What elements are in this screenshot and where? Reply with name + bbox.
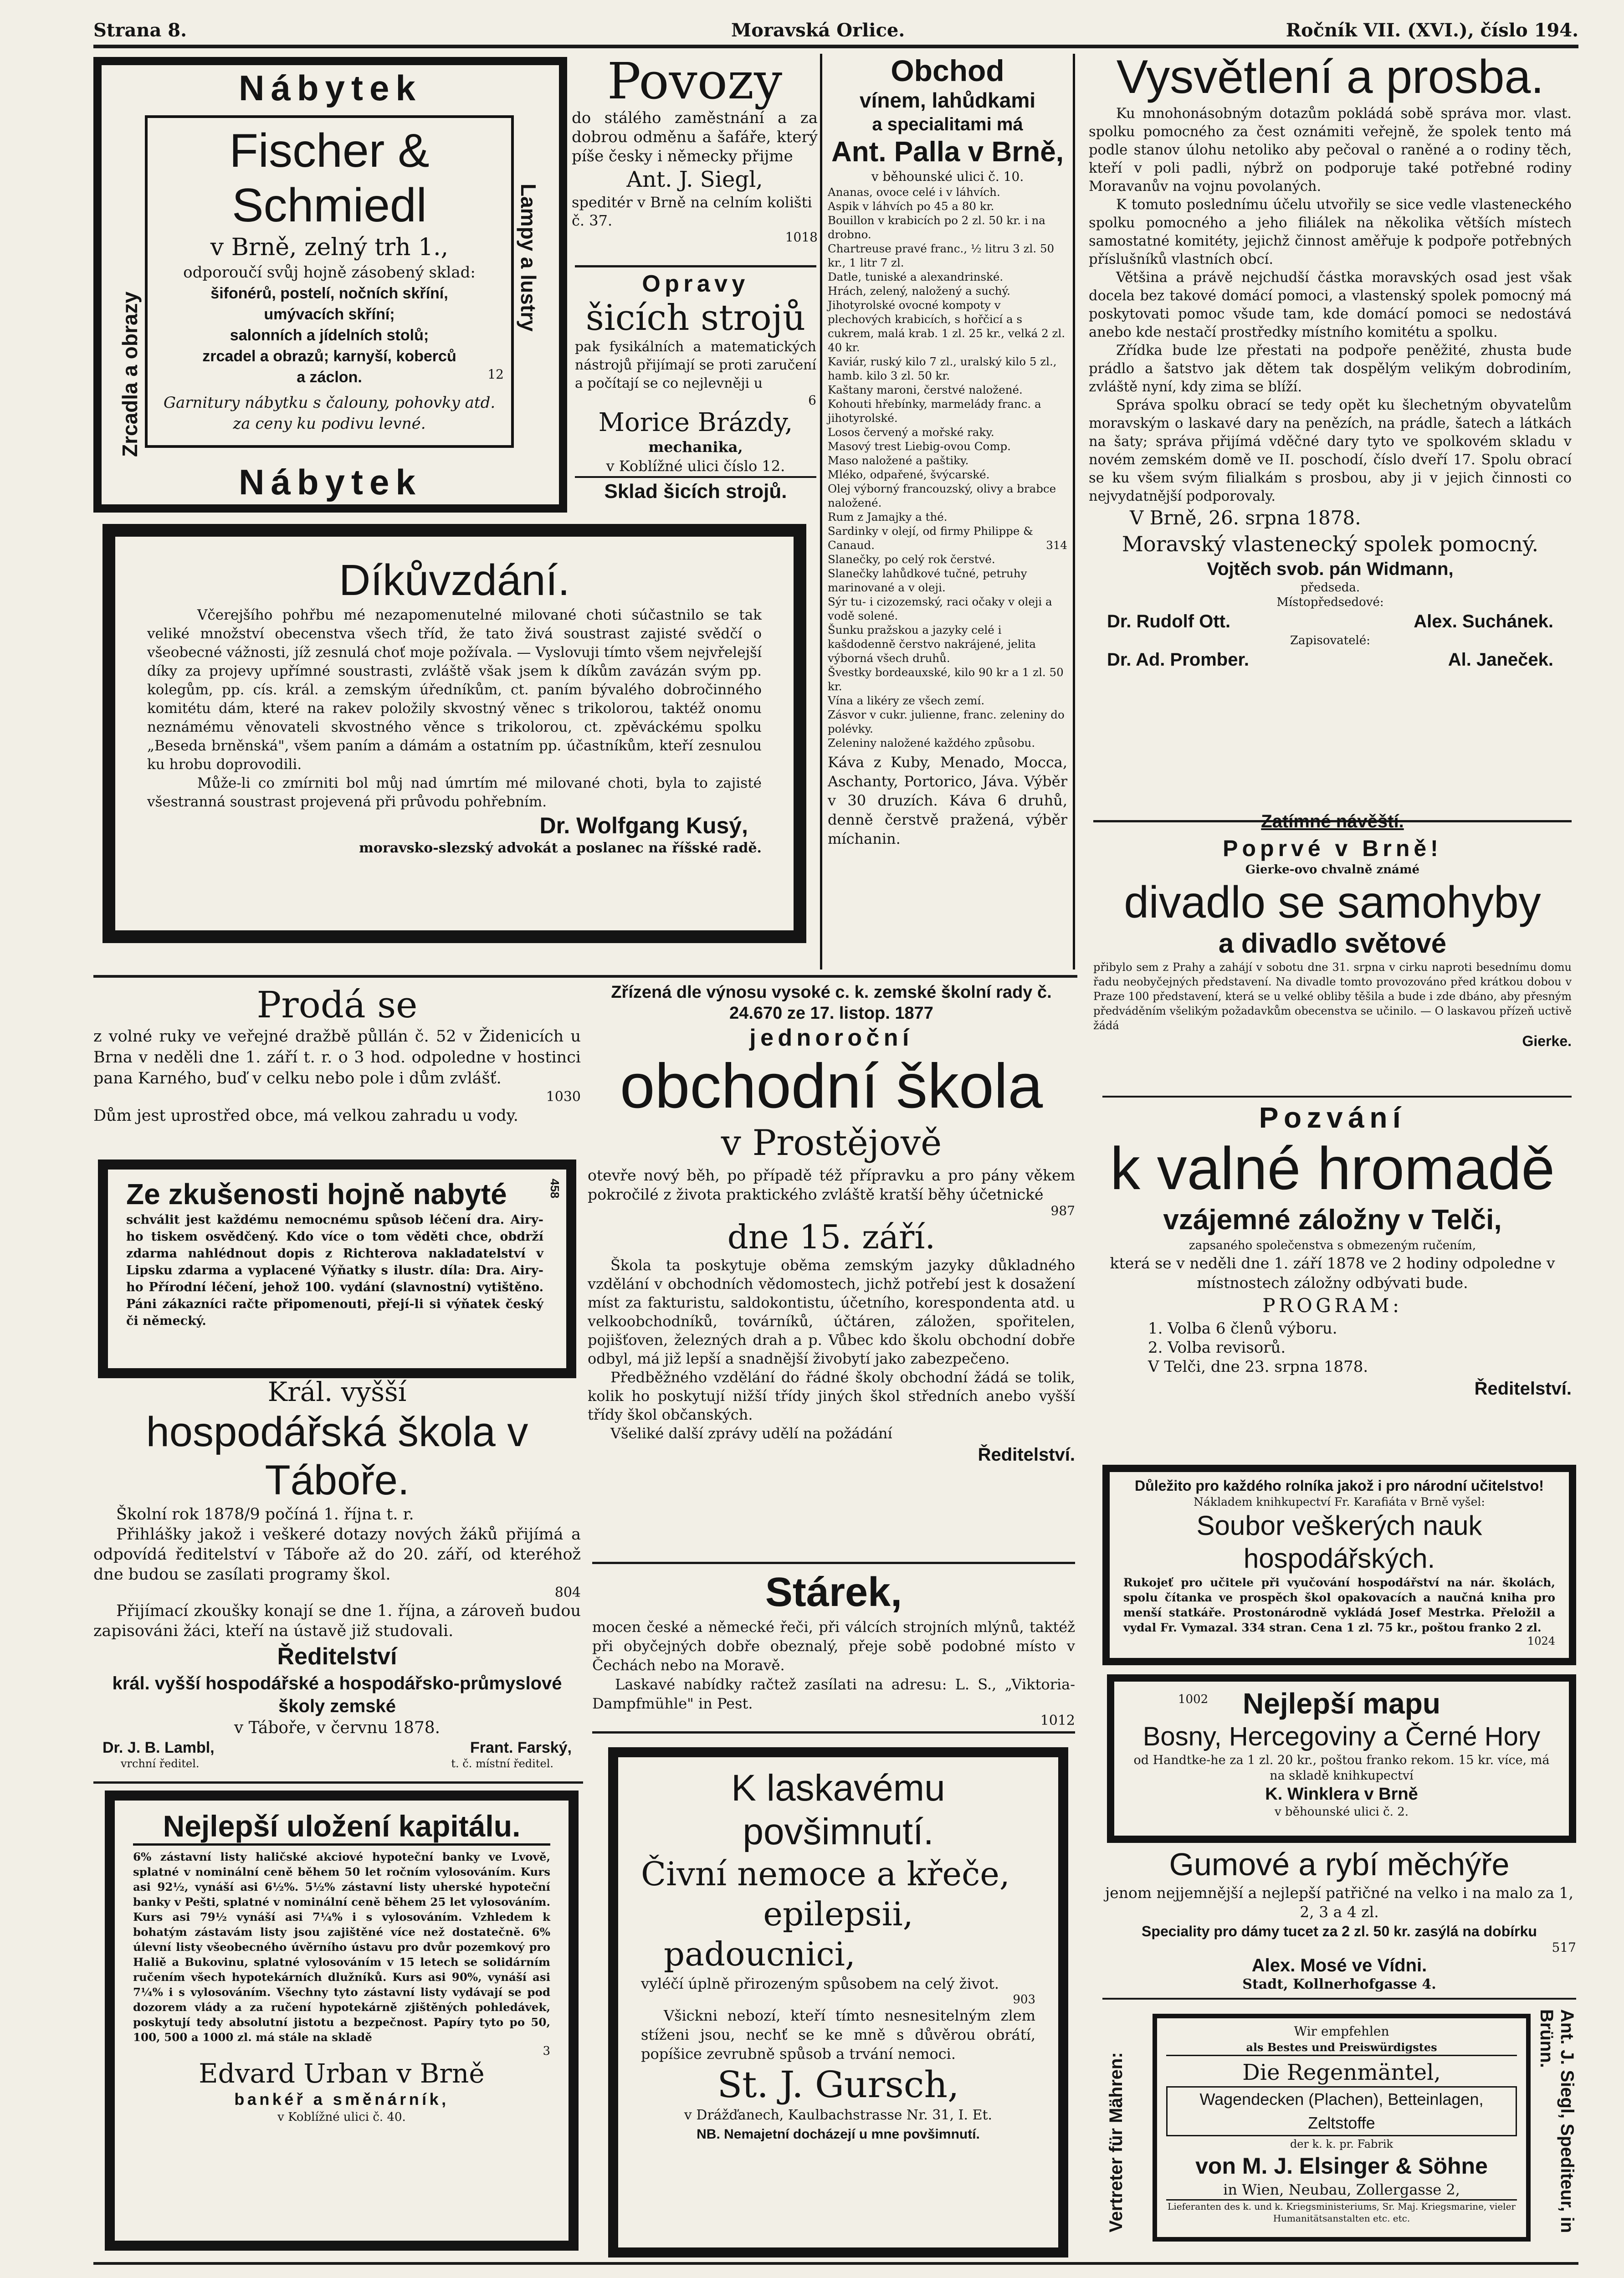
povozy-name: Ant. J. Siegl,: [626, 167, 763, 192]
mapa-title: Nejlepší mapu: [1243, 1687, 1440, 1720]
hromada-pozvani: Pozvání: [1259, 1101, 1406, 1134]
gursch-name: St. J. Gursch,: [717, 2063, 959, 2106]
signatory-role: vrchní ředitel.: [121, 1757, 200, 1770]
ad-number: 3: [543, 2044, 550, 2058]
elsinger-bottom: Lieferanten des k. und k. Kriegsministeriums, Sr. Maj. Kriegsmarine, vieler Humanitätsanstalten etc. etc.: [1166, 2199, 1517, 2224]
obchodni-place: v Prostějově: [721, 1123, 942, 1164]
newspaper-name: Moravská Orlice.: [731, 20, 905, 41]
paragraph: Školní rok 1878/9 počíná 1. října t. r.: [116, 1505, 414, 1524]
list-item: Chartreuse pravé franc., ½ litru 3 zl. 50 kr., 1 litr 7 zl.: [828, 242, 1055, 269]
signatory-role: Místopředsedové:: [1276, 595, 1384, 609]
ad-number: 903: [1013, 1993, 1035, 2006]
proda-text2: Dům jest uprostřed obce, má velkou zahradu u vody.: [93, 1107, 518, 1125]
obchodni-jed: jednoroční: [749, 1025, 913, 1051]
ad-number: 1002: [1178, 1693, 1209, 1706]
vysvetleni-title: Vysvětlení a prosba.: [1116, 51, 1544, 103]
divadlo-text: přibylo sem z Prahy a zahájí v sobotu dne 31. srpna v cirku naproti besednímu domu řadu neobyčejných představení. Na divadle tomto provozováno před krátkou dobou v Praze 100 představení, která se u velké obliby těšila a bude i zde dbáno, aby přesným předváděním všelikým požadavkům obecenstva se učinilo. — O laskavou přízeň uctivě žádá: [1093, 961, 1572, 1032]
obchodni-ad: [588, 982, 1075, 1560]
mapa-address: v běhounské ulici č. 2.: [1274, 1805, 1409, 1819]
elsinger-p1: Die Regenmäntel,: [1242, 2060, 1441, 2085]
elsinger-top2: als Bestes und Preiswürdigstes: [1166, 2040, 1517, 2056]
elsinger-top1: Wir empfehlen: [1294, 2024, 1389, 2039]
gursch-h2: epilepsii,: [763, 1895, 913, 1933]
obchodni-date: dne 15. září.: [727, 1218, 936, 1256]
obchod-address: v běhounské ulici č. 10.: [871, 169, 1024, 184]
ad-number: 1030: [546, 1089, 581, 1105]
signatory-role: Zapisovatelé:: [1290, 634, 1370, 647]
list-item: Slanečky lahůdkové tučné, petruhy marinované a v oleji.: [828, 567, 1027, 594]
divadlo-title2: a divadlo světové: [1218, 928, 1447, 959]
elsinger-box: [1153, 2014, 1531, 2242]
side-lamps: Lampy a lustry: [517, 184, 540, 332]
hromada-sub2: zapsaného společenstva s obmezeným ručením,: [1189, 1239, 1476, 1252]
gursch-h1: Čivní nemoce a křeče,: [641, 1855, 1010, 1893]
paragraph: Přihlášky jakož i veškeré dotazy nových žáků přijímá a odpovídá ředitelství v Táboře až do 20. září, od kteréhož dne budou se zasílati programy škol.: [93, 1525, 581, 1584]
soubor-text: Rukojeť pro učitele při vyučování hospodářství na nár. školách, spolu čítanka ve prospěch škol opakovacích a naučná kniha pro menší statkáře. Prostonárodně vykládá Josef Mestrka. Přeložil a vydal Fr. Vymazal. 334 stran. Cena 1 zl. 75 kr., poštou franko 2 zl.: [1123, 1576, 1555, 1634]
obchod-title: Obchod: [891, 54, 1004, 87]
paragraph: Škola ta poskytuje oběma zemským jazyky důkladného vzdělání v obchodních vědomostech, jichž potřebí jest k dosažení míst za fakturistu, saldokontistu, účetního, korespondenta atd. u velkoobchodníků, továrníků, účtáren, záložen, spořitelen, pojišťoven, železných drah a p. Vůbec kdo školu obchodní dobře odbyl, má již lepší a snadnější živobytí jako zabezpečeno.: [588, 1257, 1075, 1367]
kapital-ad: [105, 1791, 579, 2251]
zkusenosti-title: Ze zkušenosti hojně nabyté: [126, 1178, 507, 1211]
ad-number: 1018: [785, 230, 818, 245]
divadlo-ad: [1093, 809, 1572, 1091]
mapa-text: od Handtke-he za 1 zl. 20 kr., poštou franko rekom. 15 kr. více, má na skladě knihkupectví: [1133, 1753, 1550, 1783]
gumove-title: Gumové a rybí měchýře: [1169, 1847, 1510, 1882]
obchodni-sign: Ředitelství.: [978, 1445, 1075, 1465]
program-item: 1. Volba 6 členů výboru.: [1148, 1319, 1337, 1338]
starek-text2: Laskavé nabídky račtež zasílati na adresu: L. S., „Viktoria-Dampfmühle" in Pest.: [592, 1676, 1075, 1712]
program-item: 2. Volba revisorů.: [1148, 1339, 1286, 1357]
paragraph: Správa spolku obrací se tedy opět ku šlechetným obyvatelům moravským o laskavé dary na penězích, na prádle, šatech a látkách na šaty; správa přijímá vděčné dary tyto ve spolkovém skladu v novém zemském domě ve II. poschodí, číslo dveří 17. Spolu obrací se ku všem svým filialkám s prosbou, aby ji v jejich činnosti co nejvydatnější podporovaly.: [1089, 397, 1572, 504]
paragraph: Přijímací zkoušky konají se dne 1. října, a zároveň budou zapisováni žáci, kteří na ústavě již studovali.: [93, 1602, 581, 1640]
elsinger-address: in Wien, Neubau, Zollergasse 2,: [1223, 2181, 1460, 2198]
furniture-line: salonních a jídelních stolů;: [230, 327, 429, 344]
signatory-role: t. č. místní ředitel.: [451, 1757, 553, 1770]
list-item: Losos červený a mořské raky.: [828, 426, 994, 439]
proda-text: z volné ruky ve veřejné dražbě půllán č. 52 v Židenicích u Brna v neděli dne 1. září t. r. o 3 hod. odpoledne v hostinci pana Karného, buď v celku nebo pole i dům zvlášť.: [93, 1027, 581, 1088]
list-item: Olej výborný francouzský, olivy a brabce naložené.: [828, 482, 1056, 509]
list-item: Aspik v láhvích po 45 a 80 kr.: [828, 200, 994, 213]
signatory: Vojtěch svob. pán Widmann,: [1207, 559, 1454, 579]
povozy-ad: [572, 54, 818, 268]
list-item: Kaštany maroni, čerstvé naložené.: [828, 383, 1023, 396]
firm-address: v Brně, zelný trh 1.,: [210, 234, 449, 261]
ad-number: 517: [1552, 1940, 1576, 1955]
page-header: [93, 16, 1578, 43]
hromada-sign: Ředitelství.: [1474, 1379, 1572, 1399]
soubor-ad: [1102, 1465, 1576, 1665]
paragraph: Předběžného vzdělání do řádné školy obchodní žádá se tolik, kolik ho poskytují nižší třídy jiných škol středních anebo vyšší třídy škol občanských.: [588, 1369, 1075, 1423]
soubor-top: Důležito pro každého rolníka jakož i pro národní učitelstvo!: [1135, 1478, 1544, 1494]
divider: [93, 975, 1077, 978]
opravy-name: Morice Brázdy,: [598, 408, 793, 437]
vysvetleni-org: Moravský vlastenecký spolek pomocný.: [1122, 532, 1539, 556]
divider: [1102, 1096, 1572, 1098]
elsinger-left: Vertreter für Mähren:: [1106, 2052, 1126, 2232]
signatory-row: [93, 1739, 581, 1757]
divider: [592, 1731, 1075, 1734]
gumove-text: jenom nejjemnější a nejlepší patřičné na velko i na malo za 1, 2, 3 a 4 zl.: [1105, 1884, 1574, 1921]
list-item: Jihotyrolské ovocné kompoty v plechových krabicích, s hořčicí a s cukrem, malá krab. 1 zl. 25 kr., velká 2 zl. 40 kr.: [828, 298, 1066, 354]
signatory-row: [1089, 648, 1572, 672]
list-item: Rum z Jamajky a thé.: [828, 510, 948, 523]
divider: [93, 1781, 583, 1784]
elsinger-name: von M. J. Elsinger & Söhne: [1195, 2153, 1488, 2179]
vysvetleni-date: V Brně, 26. srpna 1878.: [1130, 507, 1361, 529]
opravy-title2: šicích strojů: [585, 298, 806, 339]
list-item: Zásvor v cukr. julienne, franc. zeleniny do polévky.: [828, 708, 1065, 735]
signatory-row: [93, 1757, 581, 1770]
gumove-spec: Speciality pro dámy tucet za 2 zl. 50 kr. zasýlá na dobírku: [1142, 1923, 1537, 1939]
povozy-text: do stálého zaměstnání a za dobrou odměnu a šafáře, který píše česky i německy přijme: [572, 109, 818, 165]
mapa-title2: Bosny, Hercegoviny a Černé Hory: [1142, 1722, 1541, 1751]
kapital-name: Edvard Urban v Brně: [199, 2058, 485, 2089]
signatory: Alex. Suchánek.: [1414, 611, 1553, 631]
gumove-ad: [1102, 1845, 1576, 2009]
divadlo-first: Poprvé v Brně!: [1223, 836, 1442, 861]
hromada-ad: [1093, 1100, 1572, 1460]
gursch-h3: padoucnici,: [664, 1935, 856, 1973]
kapital-text: 6% zástavní listy haličské akciové hypoteční banky ve Lvově, splatné v nominální ceně během 50 let ročním vylosováním. Kurs asi 92½, vynáší asi 6½%. 5½% zástavní listy uherské hypoteční banky v Pešti, splatné v nominální ceně během 25 let vylosováním. Kurs asi 79½ vynáší asi 7¼% i s vylosováním. Vzhledem k bohatým zástavám listy jsou zajištěné více než dostatečně. 6% úlevní listy všeobecného úvěrního ústavu pro dvůr pozemkový pro Haliě a Bukovinu, splatné vylosováním v 15 letech se solidárním ručením všech hypotekárních dlužníků. Kurs asi 90%, vynáší asi 7¼% i s vylosováním. Všechny tyto zástavní listy vydávají se pod dozorem vlády a za ručení hypotekárně zjištěných pohledávek, poskytují tedy absolutní jistotu a bezpečnost. Papíry tyto po 50, 100, 500 a 1000 zl. má stále na skladě: [133, 1850, 550, 2044]
dikuvzdani-role: moravsko-slezský advokát a poslanec na říšské radě.: [359, 840, 762, 856]
zkusenosti-text: schválit jest každému nemocnému spůsob léčení dra. Airy-ho tiskem osvědčený. Kdo více o tom věděti chce, obdrží zdarma nahlédnout dopis z Richterova nakladatelství v Lipsku zdarma a vyplacené Výňatky s ilustr. díla: Dra. Airy-ho Přírodní léčení, jehož 100. vydání (slavnostní) vytištěno. Páni zákazníci račte připomenouti, přejí-li si výňatek český či německý.: [126, 1213, 543, 1328]
starek-title: Stárek,: [765, 1570, 902, 1615]
obchod-sub: vínem, lahůdkami: [859, 88, 1035, 112]
list-item: Kohouti hřebínky, marmelády franc. a jihotyrolské.: [828, 397, 1041, 425]
page-number: Strana 8.: [93, 20, 187, 41]
obchod-sub: a specialitami má: [872, 114, 1023, 134]
gursch-text2: Všickni nebozí, kteří tímto nesnesitelným zlem stíženi jsou, nechť se ke mně s důvěrou obrátí, popíšice zevrubně spůsob a trvání nemoci.: [641, 2007, 1035, 2063]
firm-name: Fischer & Schmiedl: [229, 124, 430, 232]
list-item: Sardinky v olejí, od firmy Philippe & Canaud.: [828, 524, 1033, 552]
list-item: Kaviár, ruský kilo 7 zl., uralský kilo 5 zl., hamb. kilo 3 zl. 50 kr.: [828, 355, 1057, 382]
furniture-line: a záclon.: [297, 369, 362, 386]
gursch-address: v Drážďanech, Kaulbachstrasse Nr. 31, I. Et.: [684, 2107, 993, 2123]
proda-title: Prodá se: [256, 984, 418, 1026]
gumove-address: Stadt, Kollnerhofgasse 4.: [1242, 1976, 1436, 1992]
ad-number: 12: [487, 367, 504, 382]
vysvetleni-body: [1089, 105, 1572, 506]
zkusenosti-side: 458: [548, 1179, 562, 1199]
tabor-inst: král. vyšší hospodářské a hospodářsko-průmyslové školy zemské: [112, 1673, 562, 1716]
soubor-title: Soubor veškerých nauk hospodářských.: [1196, 1510, 1482, 1574]
furniture-line: odporoučí svůj hojně zásobený sklad:: [183, 263, 476, 282]
hromada-title: k valné hromadě: [1110, 1135, 1555, 1202]
divider: [592, 1562, 1075, 1564]
obchod-list: [828, 185, 1067, 750]
list-item: Datle, tuniské a alexandrinské.: [828, 270, 1004, 283]
povozy-address: speditér v Brně na celním kolišti č. 37.: [572, 194, 812, 229]
gursch-title: K laskavému povšimnutí.: [731, 1767, 945, 1852]
zkusenosti-ad: [98, 1160, 576, 1378]
hromada-place: V Telči, dne 23. srpna 1878.: [1148, 1358, 1368, 1376]
hromada-sub: vzájemné záložny v Telči,: [1163, 1204, 1502, 1236]
dikuvzdani-text2: Může-li co zmírniti bol můj nad úmrtím mé milované choti, byla to zajisté všestranná soustrast projevená při průvodu pohřebním.: [147, 775, 762, 810]
list-item: Šunku pražskou a jazyky celé i kašdodenně čerstvo nakrájené, jelita výborná všech druhů.: [828, 623, 1036, 665]
ad-number: 6: [808, 393, 816, 408]
paragraph: otevře nový běh, po případě též přípravku a pro pány věkem pokročilé z života praktického zvláště kratší běhy účetnické: [588, 1166, 1075, 1203]
soubor-pub: Nákladem knihkupectví Fr. Karafiáta v Brně vyšel:: [1194, 1495, 1485, 1508]
dikuvzdani-title: Díkůvzdání.: [339, 556, 570, 605]
paragraph: Zřídka bude lze přestati na podpoře peněžité, zhusta bude prádlo a šatstvo jak dětem tak dospělým velikým dobrodiním, zvláště nyní, kdy zima se blíží.: [1089, 343, 1572, 395]
gursch-nb: NB. Nemajetní docházejí u mne povšimnutí.: [697, 2127, 980, 2142]
gursch-text: vyléčí úplně přirozeným spůsobem na celý život.: [641, 1975, 999, 1992]
dikuvzdani-name: Dr. Wolfgang Kusý,: [539, 813, 748, 838]
signatory: Dr. Rudolf Ott.: [1107, 611, 1231, 631]
hromada-text: která se v neděli dne 1. září 1878 ve 2 hodiny odpoledne v místnostech záložny odbývati bude.: [1110, 1254, 1555, 1292]
paragraph: Všeliké další zprávy udělí na požádání: [610, 1425, 892, 1442]
furniture-inner: [145, 115, 514, 448]
opravy-title: Opravy: [642, 271, 749, 297]
elsinger-right: Ant. J. Siegl, Spediteur, in Brünn.: [1537, 2009, 1577, 2233]
list-item: Mléko, odpařené, švýcarské.: [828, 468, 990, 481]
side-mirrors: Zrcadla a obrazy: [118, 291, 142, 457]
tabor-redit: Ředitelství: [277, 1643, 397, 1670]
furniture-line: umývacích skříní;: [264, 306, 395, 323]
list-item: Masový trest Liebig-ovou Comp.: [828, 440, 1011, 453]
header-rule: [93, 45, 1578, 48]
elsinger-ad: [1102, 2005, 1581, 2251]
signatory-row: [1089, 610, 1572, 633]
ad-number: 314: [1046, 539, 1067, 552]
divider: [1102, 1998, 1576, 2000]
list-item: Sýr tu- i cizozemský, raci očaky v oleji a vodě solené.: [828, 595, 1052, 622]
paragraph: K tomuto poslednímu účelu utvořily se sice vedle vlasteneckého spolku pomocného a jeho filiálek na několika větších místech samostatné komitéty, jejichž činnost aměřuje k podpoře potřebných příslušníků vlastních obcí.: [1089, 197, 1572, 267]
list-item: Bouillon v krabicích po 2 zl. 50 kr. i na drobno.: [828, 214, 1045, 241]
paragraph: Ku mnohonásobným dotazům pokládá sobě správa mor. vlast. spolku pomocného za čest oznámiti veřejně, že spolek tento má podle stanov úlohu netoliko aby pečoval o raněné a o rodiny těch, kteří v poli padli, nýbrž on podporuje také potřebné rodiny Moravanův na vojnu povolaných.: [1089, 106, 1572, 195]
obchod-kava: Káva z Kuby, Menado, Mocca, Aschanty, Portorico, Jáva. Výběr v 30 druzích. Káva 6 druhů, denně čerstvě pražená, výběr míchanin.: [828, 754, 1067, 847]
divadlo-title: divadlo se samohyby: [1124, 877, 1541, 927]
furniture-upholstery: Garnitury nábytku s čalouny, pohovky atd. za ceny ku podivu levné.: [163, 394, 496, 433]
opravy-role: mechanika,: [648, 438, 743, 456]
obchod-ad: [820, 54, 1075, 970]
dikuvzdani-text: Včerejšího pohřbu mé nezapomenutelné milované choti súčastnilo se tak veliké množství obecenstva všech tříd, že tato živá soustrast zajisté svědčí o všeobecné vážnosti, jíž zesnulá choť moje požívala. — Vyslovuji tímto všem nejvřelejší díky za projevy upřímné soustrasti, zvláště však jsem k díkům zavázán svým pp. kolegům, pp. cís. král. a zemským úředníkům, ct. paním bývalého dobročinného komitétu dám, které na rakev položily skvostný věnec s trikolorou, taktéž onomu neznámému věnovateli skvostného věnce s trikolorou, ct. zpěváckému spolku „Beseda brněnská", všem paním a dámám a ostatním pp. účastníkům, kteří zesnulou ku hrobu doprovodili.: [147, 607, 762, 773]
signatory: Dr. Ad. Promber.: [1107, 650, 1249, 670]
dikuvzdani-ad: [102, 524, 806, 943]
divadlo-sign: Gierke.: [1522, 1033, 1572, 1049]
furniture-line: zrcadel a obrazů; karnyší, koberců: [202, 348, 456, 365]
list-item: Vína a likéry ze všech zemí.: [828, 694, 985, 707]
ad-number: 804: [554, 1585, 581, 1601]
elsinger-p2: Wagendecken (Plachen), Betteinlagen, Zeltstoffe: [1166, 2086, 1517, 2136]
gumove-name: Alex. Mosé ve Vídni.: [1251, 1955, 1427, 1975]
issue-info: Ročník VII. (XVI.), číslo 194.: [1286, 20, 1578, 41]
kapital-sub: bankéř a směnárník,: [234, 2090, 449, 2109]
kapital-title: Nejlepší uložení kapitálu.: [133, 1809, 550, 1846]
obchodni-title: obchodní škola: [620, 1051, 1043, 1121]
tabor-place: v Táboře, v červnu 1878.: [234, 1719, 441, 1737]
starek-ad: [592, 1567, 1075, 1736]
mapa-ad: [1107, 1674, 1576, 1843]
tabor-ad: [93, 1376, 581, 1777]
signatory: Frant. Farský,: [470, 1739, 572, 1756]
paragraph: Většina a právě nejchudší částka moravských osad jest však docela bez takové domácí pomoci, a vlastenský spolek pomocný má poskytovati pomoc všude tam, kde domácí pomoci se nedostává anebo kde nestačí prostředky místního komitétu a spolku.: [1089, 270, 1572, 340]
obchod-name: Ant. Palla v Brně,: [831, 136, 1064, 168]
furniture-banner-bottom: Nábytek: [239, 462, 422, 502]
signatory: Al. Janeček.: [1448, 650, 1553, 670]
divadlo-label: Zatímné návěští.: [1261, 811, 1404, 831]
povozy-title: Povozy: [607, 52, 783, 110]
footer-rule: [93, 2262, 1578, 2265]
opravy-ad: [575, 270, 816, 507]
list-item: Švestky bordeauxské, kilo 90 kr a 1 zl. 50 kr.: [828, 666, 1064, 693]
vysvetleni-ad: [1089, 49, 1572, 824]
list-item: Ananas, ovoce celé i v láhvích.: [828, 185, 1000, 199]
obchodni-top: Zřízená dle výnosu vysoké c. k. zemské školní rady č. 24.670 ze 17. listop. 1877: [611, 983, 1052, 1023]
divider: [575, 265, 816, 267]
signatory-role: předseda.: [1300, 581, 1360, 595]
elsinger-p3: der k. k. pr. Fabrik: [1290, 2138, 1393, 2150]
opravy-footer: Sklad šicích strojů.: [604, 480, 787, 503]
opravy-address: v Koblížné ulici číslo 12.: [575, 456, 816, 478]
furniture-ad: [93, 57, 567, 513]
furniture-line: šifonérů, postelí, nočních skříní,: [210, 285, 448, 302]
hromada-program: PROGRAM:: [1262, 1294, 1403, 1317]
proda-ad: [93, 984, 581, 1148]
furniture-banner-top: Nábytek: [239, 68, 422, 108]
tabor-title: hospodářská škola v Táboře.: [146, 1409, 528, 1503]
signatory: Dr. J. B. Lambl,: [102, 1739, 215, 1756]
tabor-kral: Král. vyšší: [267, 1376, 407, 1407]
kapital-address: v Koblížné ulici č. 40.: [277, 2110, 406, 2124]
list-item: Slanečky, po celý rok čerstvé.: [828, 553, 995, 566]
divadlo-sub: Gierke-ovo chvalně známé: [1245, 863, 1420, 877]
mapa-name: K. Winklera v Brně: [1265, 1785, 1418, 1804]
ad-number: 1024: [1527, 1635, 1555, 1647]
list-item: Hrách, zelený, naložený a suchý.: [828, 284, 1010, 298]
opravy-text: pak fysikálních a matematických nástrojů přijímají se proti zaručení a počítají se co nejlevněji u: [575, 339, 816, 391]
gursch-ad: [608, 1747, 1068, 2257]
starek-text: mocen české a německé řeči, při válcích strojních mlýnů, taktéž při obyčejných dobře obeznalý, přeje sobě podobné místo v Čechách nebo na Moravě.: [592, 1618, 1075, 1674]
list-item: Maso naložené a paštiky.: [828, 454, 969, 467]
ad-number: 987: [1050, 1203, 1075, 1218]
ad-number: 1012: [1040, 1713, 1075, 1729]
list-item: Zeleniny naložené každého způsobu.: [828, 736, 1035, 749]
